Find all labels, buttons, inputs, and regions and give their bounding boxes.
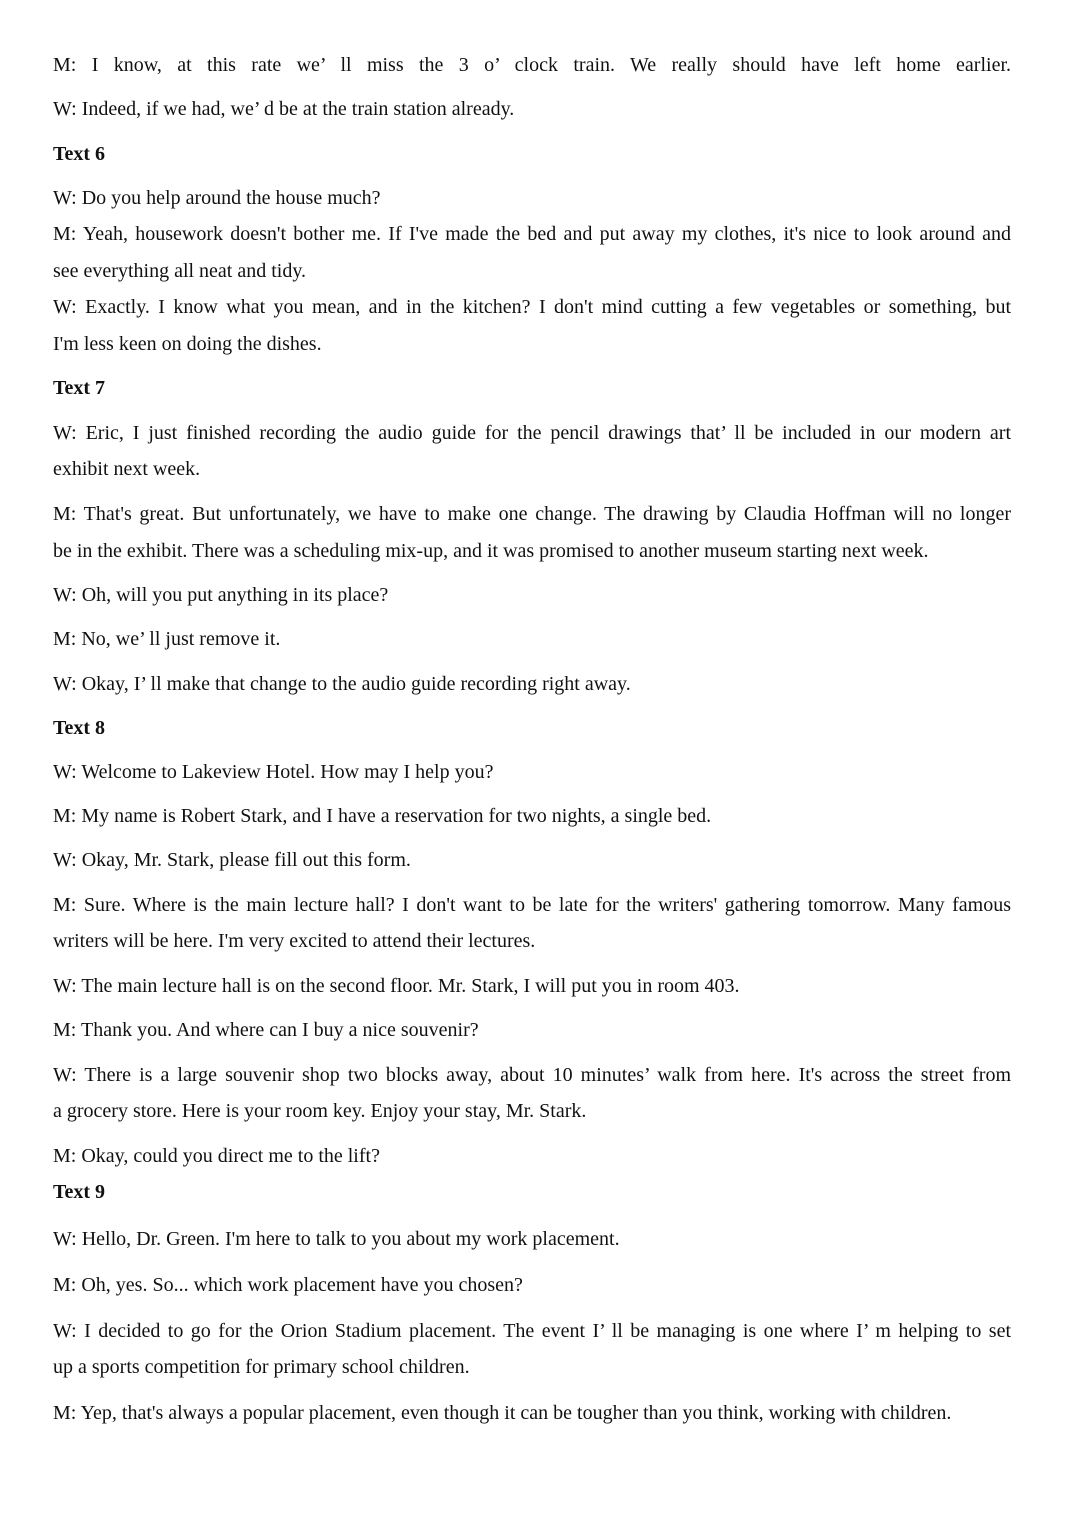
section-heading: Text 6 <box>53 143 106 165</box>
section-heading: Text 8 <box>53 717 106 739</box>
dialogue-line: W: Okay, Mr. Stark, please fill out this form. <box>53 849 411 871</box>
dialogue-line: W: Eric, I just finished recording the audio guide for the pencil drawings that’ ll be included in our modern art <box>53 422 1011 444</box>
section-heading: Text 7 <box>53 377 106 399</box>
dialogue-line: M: I know, at this rate we’ ll miss the 3 o’ clock train. We really should have left home earlier. <box>53 54 1011 76</box>
dialogue-line: W: Hello, Dr. Green. I'm here to talk to you about my work placement. <box>53 1228 620 1250</box>
dialogue-line: M: Okay, could you direct me to the lift? <box>53 1145 380 1167</box>
dialogue-line: W: Welcome to Lakeview Hotel. How may I help you? <box>53 761 494 783</box>
dialogue-line: W: The main lecture hall is on the second floor. Mr. Stark, I will put you in room 403. <box>53 975 740 997</box>
dialogue-line: M: No, we’ ll just remove it. <box>53 628 281 650</box>
dialogue-line: W: Exactly. I know what you mean, and in the kitchen? I don't mind cutting a few vegetables or something, but <box>53 296 1011 318</box>
dialogue-line: W: There is a large souvenir shop two blocks away, about 10 minutes’ walk from here. It's across the street from <box>53 1064 1011 1086</box>
dialogue-line: W: Do you help around the house much? <box>53 187 381 209</box>
section-heading: Text 9 <box>53 1181 106 1203</box>
dialogue-line: M: Yeah, housework doesn't bother me. If I've made the bed and put away my clothes, it's nice to look around and <box>53 223 1011 245</box>
dialogue-line: I'm less keen on doing the dishes. <box>53 333 322 355</box>
dialogue-line: M: Oh, yes. So... which work placement have you chosen? <box>53 1274 523 1296</box>
dialogue-line: W: I decided to go for the Orion Stadium placement. The event I’ ll be managing is one where I’ m helping to set <box>53 1320 1011 1342</box>
dialogue-line: up a sports competition for primary school children. <box>53 1356 470 1378</box>
dialogue-line: M: My name is Robert Stark, and I have a reservation for two nights, a single bed. <box>53 805 712 827</box>
dialogue-line: exhibit next week. <box>53 458 201 480</box>
dialogue-line: W: Okay, I’ ll make that change to the audio guide recording right away. <box>53 673 631 695</box>
dialogue-line: a grocery store. Here is your room key. Enjoy your stay, Mr. Stark. <box>53 1100 587 1122</box>
dialogue-line: W: Oh, will you put anything in its place? <box>53 584 389 606</box>
dialogue-line: M: Sure. Where is the main lecture hall? I don't want to be late for the writers' gathering tomorrow. Many famous <box>53 894 1011 916</box>
dialogue-line: be in the exhibit. There was a scheduling mix-up, and it was promised to another museum starting next week. <box>53 540 929 562</box>
dialogue-line: M: That's great. But unfortunately, we have to make one change. The drawing by Claudia Hoffman will no longer <box>53 503 1011 525</box>
dialogue-line: see everything all neat and tidy. <box>53 260 307 282</box>
dialogue-line: writers will be here. I'm very excited to attend their lectures. <box>53 930 536 952</box>
dialogue-line: M: Thank you. And where can I buy a nice souvenir? <box>53 1019 479 1041</box>
dialogue-line: M: Yep, that's always a popular placement, even though it can be tougher than you think, working with children. <box>53 1402 952 1424</box>
dialogue-line: W: Indeed, if we had, we’ d be at the train station already. <box>53 98 515 120</box>
